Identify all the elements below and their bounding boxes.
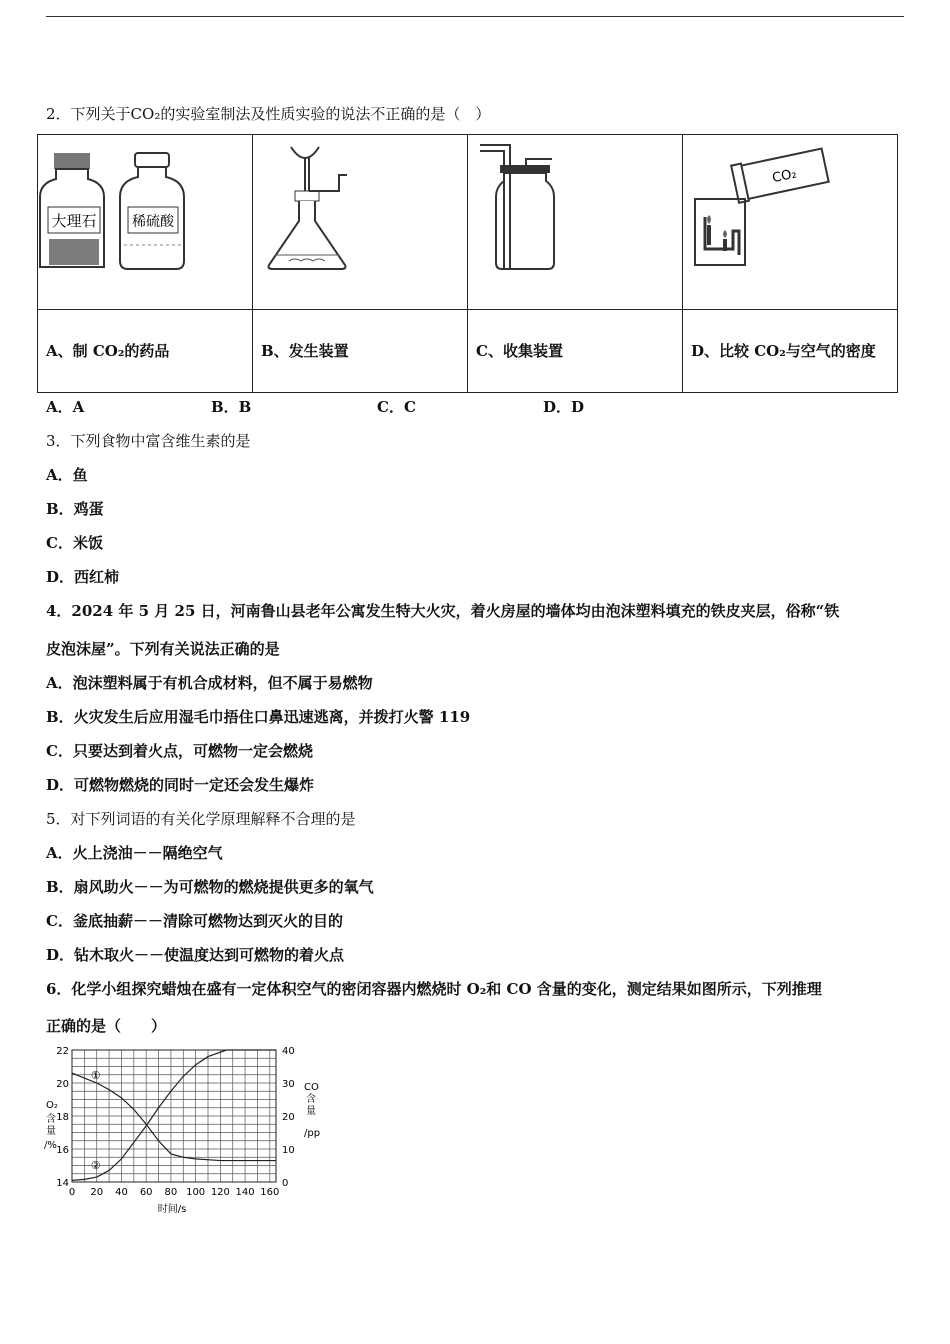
cell-d-image — [683, 135, 898, 310]
stopper — [295, 191, 319, 201]
header-rule — [46, 16, 904, 17]
q5-option-b[interactable]: B．扇风助火－－为可燃物的燃烧提供更多的氧气 — [46, 878, 374, 896]
x-tick-label: 120 — [210, 1187, 230, 1198]
y-left-label-1: 含 — [46, 1114, 56, 1125]
y-right-label-2: 量 — [306, 1106, 316, 1117]
y-left-tick-label: 18 — [56, 1112, 69, 1123]
x-tick-label: 20 — [90, 1187, 104, 1198]
candle-low — [707, 225, 711, 245]
generator-apparatus-figure — [253, 135, 467, 305]
q4-option-c[interactable]: C．只要达到着火点，可燃物一定会燃烧 — [46, 742, 313, 760]
q3-stem: 3．下列食物中富含维生素的是 — [46, 432, 251, 450]
candle-high — [723, 239, 727, 251]
y-right-tick-label: 20 — [282, 1112, 295, 1123]
funnel-top — [291, 147, 319, 158]
collection-bottle-figure — [468, 135, 682, 305]
x-tick-label: 40 — [115, 1187, 128, 1198]
caption-d: D、比较 CO₂与空气的密度 — [683, 310, 898, 393]
y-right-label-1: 含 — [306, 1094, 316, 1105]
q4-option-b[interactable]: B．火灾发生后应用湿毛巾捂住口鼻迅速逃离，并拨打火警 119 — [46, 708, 471, 726]
q5-option-a[interactable]: A．火上浇油－－隔绝空气 — [46, 844, 223, 862]
q3-option-d[interactable]: D．西红柿 — [46, 568, 120, 586]
y-right-tick-label: 0 — [282, 1178, 289, 1189]
y-left-label-3: /% — [44, 1140, 57, 1151]
q3-option-a[interactable]: A．鱼 — [46, 466, 88, 484]
y-left-tick-label: 22 — [56, 1046, 69, 1057]
caption-a: A、制 CO₂的药品 — [38, 310, 253, 393]
q5-option-c[interactable]: C．釜底抽薪－－清除可燃物达到灭火的目的 — [46, 912, 343, 930]
o2-co-chart — [40, 1040, 340, 1220]
y-right-tick-label: 30 — [282, 1079, 295, 1090]
q3-option-c[interactable]: C．米饭 — [46, 534, 103, 552]
cell-b-image — [253, 135, 468, 310]
chart-grid — [72, 1050, 276, 1182]
q4-stem-line2: 皮泡沫屋”。下列有关说法正确的是 — [46, 640, 280, 658]
co2-label: CO₂ — [771, 166, 799, 187]
x-axis-label: 时间/s — [157, 1204, 187, 1215]
x-tick-label: 0 — [68, 1187, 76, 1198]
y-left-tick-label: 14 — [56, 1178, 69, 1189]
bottle1-label-text: 大理石 — [51, 212, 97, 230]
q2-option-d[interactable]: D．D — [543, 398, 585, 416]
series-label-1: ① — [90, 1069, 101, 1082]
y-right-tick-label: 40 — [282, 1046, 295, 1057]
bottle1-cap — [54, 153, 90, 169]
y-left-tick-label: 16 — [56, 1145, 69, 1156]
q2-option-b[interactable]: B．B — [211, 398, 252, 416]
marble-pieces — [49, 239, 99, 265]
y-left-label-o2: O₂ — [46, 1100, 58, 1111]
x-tick-label: 80 — [164, 1187, 178, 1198]
x-tick-label: 60 — [139, 1187, 153, 1198]
caption-c: C、收集装置 — [468, 310, 683, 393]
series-label-2: ② — [90, 1159, 101, 1173]
y-left-tick-label: 20 — [56, 1079, 69, 1090]
delivery-tube — [309, 175, 347, 191]
cell-a-image — [38, 135, 253, 310]
y-left-label-2: 量 — [46, 1126, 56, 1137]
q5-stem: 5．对下列词语的有关化学原理解释不合理的是 — [46, 810, 356, 828]
bottle2-stopper — [135, 153, 169, 167]
reagent-bottles-figure — [38, 135, 252, 305]
q6-stem-line1: 6．化学小组探究蜡烛在盛有一定体积空气的密闭容器内燃烧时 O₂和 CO 含量的变化，测定结果如图所示，下列推理 — [46, 980, 822, 998]
caption-b: B、发生装置 — [253, 310, 468, 393]
q6-stem-line2: 正确的是（ ） — [46, 1017, 167, 1035]
q4-stem-line1: 4．2024 年 5 月 25 日，河南鲁山县老年公寓发生特大火灾，着火房屋的墙体均由泡沫塑料填充的铁皮夹层，俗称“铁 — [46, 602, 840, 620]
x-tick-label: 160 — [260, 1187, 280, 1198]
q2-stem: 2．下列关于CO₂的实验室制法及性质实验的说法不正确的是（ ） — [46, 105, 491, 123]
flame-icon — [723, 230, 727, 238]
y-right-label-co: CO — [304, 1082, 319, 1093]
bottle2-label-text: 稀硫酸 — [132, 214, 174, 230]
q5-option-d[interactable]: D．钻木取火－－使温度达到可燃物的着火点 — [46, 946, 345, 964]
x-tick-label: 140 — [235, 1187, 255, 1198]
q4-option-d[interactable]: D．可燃物燃烧的同时一定还会发生爆炸 — [46, 776, 315, 794]
flame-icon — [707, 215, 711, 224]
q2-option-a[interactable]: A．A — [46, 398, 85, 416]
cell-c-image — [468, 135, 683, 310]
q2-options-table — [37, 134, 898, 393]
co2-pouring-figure — [683, 135, 897, 305]
q4-option-a[interactable]: A．泡沫塑料属于有机合成材料，但不属于易燃物 — [46, 674, 373, 692]
q3-option-b[interactable]: B．鸡蛋 — [46, 500, 104, 518]
y-right-tick-label: 10 — [282, 1145, 295, 1156]
y-right-label-3: /pp — [304, 1128, 321, 1139]
x-tick-label: 100 — [186, 1187, 206, 1198]
q2-option-c[interactable]: C．C — [377, 398, 416, 416]
